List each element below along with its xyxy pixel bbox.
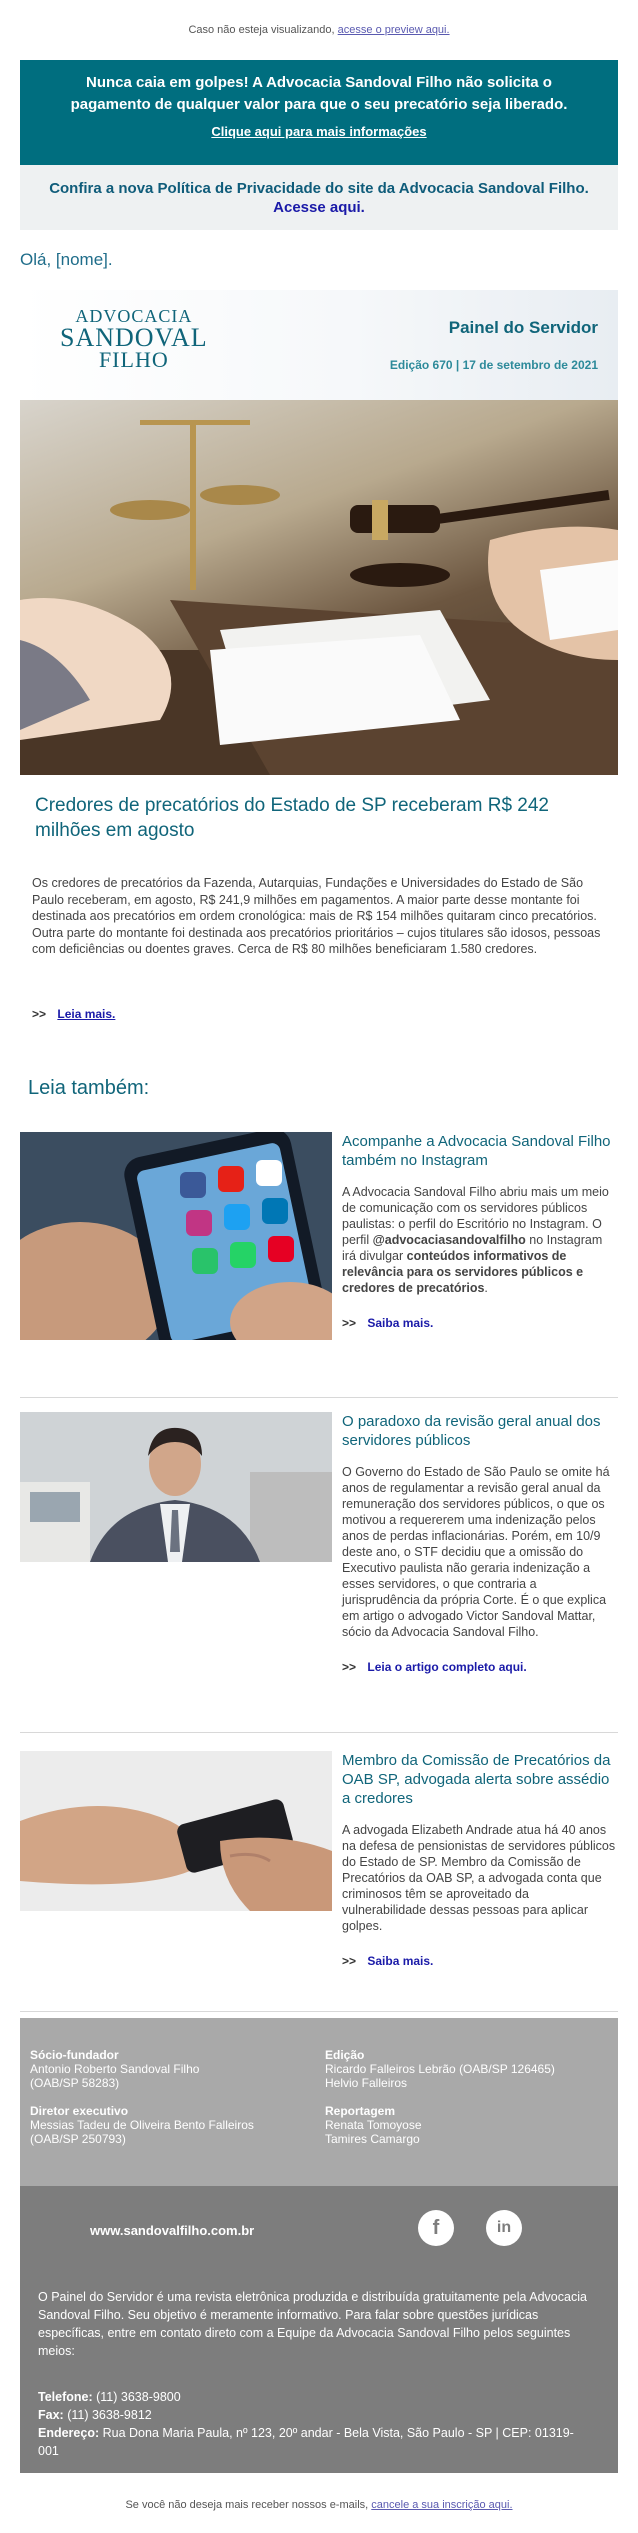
arrow-icon: >> xyxy=(342,1316,357,1330)
related-article-body: A Advocacia Sandoval Filho abriu mais um meio de comunicação com os servidores públicos paulistas: o perfil do Escritório no Instagram. O perfil @advocaciasandovalfilho no Instagram irá divulgar conteúdos informativos de relevância para os servidores públicos e credores de precatórios. xyxy=(342,1185,609,1295)
privacy-link[interactable]: Acesse aqui. xyxy=(273,199,365,216)
founder-oab: (OAB/SP 58283) xyxy=(30,2076,120,2090)
divider xyxy=(20,1732,618,1733)
related-article-title[interactable]: Membro da Comissão de Precatórios da OAB SP, advogada alerta sobre assédio a credores xyxy=(342,1752,611,1807)
arrow-icon: >> xyxy=(342,1954,357,1968)
hands-phone-image[interactable] xyxy=(20,1751,332,1911)
hands-phone-illustration xyxy=(20,1751,332,1911)
publication-title: Painel do Servidor xyxy=(448,318,598,337)
phone-line: Telefone: (11) 3638-9800 xyxy=(38,2390,181,2404)
credits-left-column xyxy=(30,2048,254,2146)
related-article-instagram xyxy=(20,1132,618,1360)
unsubscribe-link[interactable]: cancele a sua inscrição aqui. xyxy=(371,2499,513,2511)
edition-name: Helvio Falleiros xyxy=(325,2076,408,2090)
founder-name: Antonio Roberto Sandoval Filho xyxy=(30,2062,200,2076)
learn-more-link[interactable]: Saiba mais. xyxy=(367,1316,434,1330)
company-logo xyxy=(60,305,208,371)
related-article-text xyxy=(342,1412,616,1674)
lawyer-portrait-image[interactable] xyxy=(20,1412,332,1562)
related-article-revision xyxy=(20,1412,618,1718)
lawyer-portrait-illustration xyxy=(20,1412,332,1562)
fax-line: Fax: (11) 3638-9812 xyxy=(38,2408,152,2422)
related-article-text xyxy=(342,1751,616,1968)
header-banner xyxy=(20,290,618,400)
full-article-link[interactable]: Leia o artigo completo aqui. xyxy=(367,1660,527,1674)
unsubscribe-text: Se você não deseja mais receber nossos e-mails, xyxy=(125,2499,369,2511)
related-article-title[interactable]: Acompanhe a Advocacia Sandoval Filho também no Instagram xyxy=(342,1133,611,1169)
logo-line-1: ADVOCACIA xyxy=(75,306,193,326)
greeting: Olá, [nome]. xyxy=(20,250,113,269)
facebook-icon[interactable]: f xyxy=(418,2210,454,2246)
read-more-link[interactable]: Leia mais. xyxy=(57,1007,116,1021)
scam-alert-box xyxy=(20,60,618,165)
logo-line-3: FILHO xyxy=(98,347,169,372)
phone-social-icons-illustration xyxy=(20,1132,332,1340)
edition-date: Edição 670 | 17 de setembro de 2021 xyxy=(389,358,598,372)
related-article-body: A advogada Elizabeth Andrade atua há 40 anos na defesa de pensionistas de servidores públicos do Estado de SP. Membro da Comissão de Precatórios da OAB SP, a advogada conta que criminosos têm se aproveitado da vulnerabilidade dessas pessoas para aplicar golpes. xyxy=(342,1823,616,1933)
footer-box xyxy=(20,2186,618,2473)
edition-label: Edição xyxy=(325,2048,365,2062)
director-oab: (OAB/SP 250793) xyxy=(30,2132,126,2146)
founder-label: Sócio-fundador xyxy=(30,2048,119,2062)
privacy-text: Confira a nova Política de Privacidade do site da Advocacia Sandoval Filho. xyxy=(49,180,589,197)
scam-alert-message: Nunca caia em golpes! A Advocacia Sandoval Filho não solicita o pagamento de qualquer valor para que o seu precatório seja liberado. xyxy=(70,74,568,113)
credits-right-column xyxy=(325,2048,555,2146)
divider xyxy=(20,2011,618,2012)
preheader-text: Caso não esteja visualizando, xyxy=(188,24,335,36)
director-name: Messias Tadeu de Oliveira Bento Falleiros xyxy=(30,2118,254,2132)
arrow-icon: >> xyxy=(342,1660,357,1674)
related-article-body: O Governo do Estado de São Paulo se omite há anos de regulamentar a revisão geral anual da remuneração dos servidores públicos, o que os motivou a requererem uma indenização pelos anos de perdas inflacionárias. Porém, em 10/9 deste ano, o STF decidiu que a omissão do Executivo paulista não geraria indenização a esses servidores, o que contraria a jurisprudência da própria Corte. É o que explica em artigo o advogado Victor Sandoval Mattar, sócio da Advocacia Sandoval Filho. xyxy=(342,1465,610,1639)
learn-more-link[interactable]: Saiba mais. xyxy=(367,1954,434,1968)
website-link[interactable]: www.sandovalfilho.com.br xyxy=(90,2223,255,2238)
related-article-oab xyxy=(20,1751,618,2011)
read-more-row xyxy=(342,1954,616,1968)
see-also-heading: Leia também: xyxy=(28,1077,150,1099)
related-article-text xyxy=(342,1132,616,1330)
contact-info xyxy=(38,2388,588,2460)
hero-image[interactable] xyxy=(20,400,618,775)
gavel-scales-illustration xyxy=(20,400,618,775)
report-label: Reportagem xyxy=(325,2104,396,2118)
more-info-link[interactable]: Clique aqui para mais informações xyxy=(211,124,427,139)
reporter-name: Tamires Camargo xyxy=(325,2132,420,2146)
address-line: Endereço: Rua Dona Maria Paula, nº 123, 20º andar - Bela Vista, São Paulo - SP | CEP: 01319-001 xyxy=(38,2426,574,2458)
read-more-row xyxy=(342,1316,616,1330)
linkedin-icon[interactable]: in xyxy=(486,2210,522,2246)
preheader xyxy=(0,0,638,60)
main-article-body: Os credores de precatórios da Fazenda, Autarquias, Fundações e Universidades do Estado de São Paulo receberam, em agosto, R$ 241,9 milhões em pagamentos. A maior parte desse montante foi destinada aos precatórios em ordem cronológica: mais de R$ 154 milhões quitaram cinco precatórios. Outra parte do montante foi destinada aos precatórios prioritários – cujos titulares são idosos, pessoas com deficiências ou doentes graves. Cerca de R$ 80 milhões beneficiaram 1.580 credores. xyxy=(32,876,601,956)
privacy-notice xyxy=(20,165,618,230)
read-more-row xyxy=(342,1660,616,1674)
arrow-icon: >> xyxy=(32,1007,47,1021)
credits-box xyxy=(20,2018,618,2186)
reporter-name: Renata Tomoyose xyxy=(325,2118,422,2132)
about-text: O Painel do Servidor é uma revista eletrônica produzida e distribuída gratuitamente pela Advocacia Sandoval Filho. Seu objetivo é meramente informativo. Para falar sobre questões jurídicas específicas, entre em contato direto com a Equipe da Advocacia Sandoval Filho pelos seguintes meios: xyxy=(38,2290,587,2358)
main-article-title[interactable]: Credores de precatórios do Estado de SP receberam R$ 242 milhões em agosto xyxy=(35,795,550,841)
unsubscribe-row xyxy=(0,2473,638,2533)
preview-link[interactable]: acesse o preview aqui. xyxy=(337,24,450,36)
social-apps-phone-image[interactable] xyxy=(20,1132,332,1340)
edition-name: Ricardo Falleiros Lebrão (OAB/SP 126465) xyxy=(325,2062,555,2076)
divider xyxy=(20,1397,618,1398)
read-more-row xyxy=(32,1007,606,1037)
logo-line-2: SANDOVAL xyxy=(60,323,208,352)
related-article-title[interactable]: O paradoxo da revisão geral anual dos servidores públicos xyxy=(342,1413,601,1449)
director-label: Diretor executivo xyxy=(30,2104,129,2118)
